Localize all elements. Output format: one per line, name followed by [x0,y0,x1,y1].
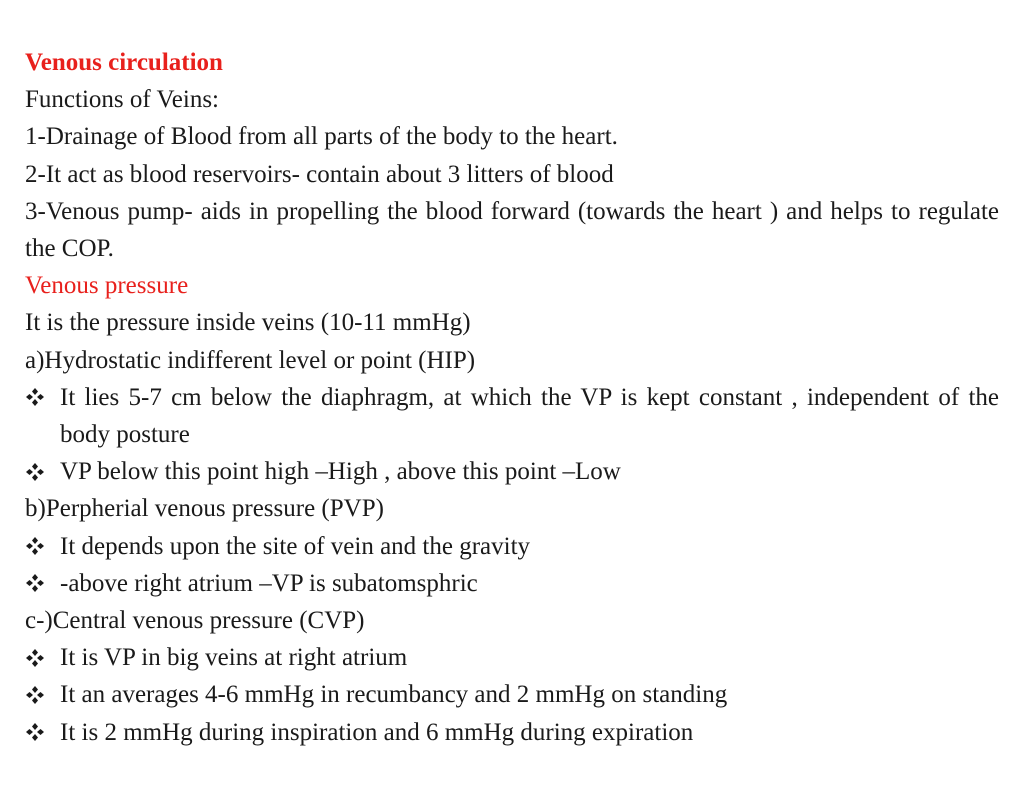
function-item-1: 1-Drainage of Blood from all parts of the body to the heart. [25,123,618,151]
section-heading-cvp: c-)Central venous pressure (CVP) [25,607,365,635]
slide-content [25,44,999,751]
diamond-bullet-icon [25,528,60,565]
function-item-3: 3-Venous pump- aids in propelling the blood forward (towards the heart ) and helps to regulate the COP. [25,197,999,263]
bullet-text: It depends upon the site of vein and the gravity [60,532,531,560]
function-item-2: 2-It act as blood reservoirs- contain about 3 litters of blood [25,160,614,188]
bullet-text: It an averages 4-6 mmHg in recumbancy and 2 mmHg on standing [60,681,728,709]
diamond-bullet-icon [25,639,60,676]
diamond-bullet-icon [25,453,60,490]
diamond-bullet-icon [25,379,60,416]
bullet-item [25,565,999,602]
bullet-item [25,528,999,565]
bullet-item [25,639,999,676]
bullet-text: It is 2 mmHg during inspiration and 6 mmHg during expiration [60,718,694,746]
section-heading-pvp: b)Perpherial venous pressure (PVP) [25,495,384,523]
bullet-item [25,453,999,490]
bullet-text: It lies 5-7 cm below the diaphragm, at which the VP is kept constant , independent of the body posture [60,383,999,449]
bullet-item [25,714,999,751]
diamond-bullet-icon [25,565,60,602]
bullet-text: VP below this point high –High , above this point –Low [60,458,621,486]
slide-title: Venous circulation [25,49,223,76]
venous-pressure-heading: Venous pressure [25,272,189,300]
bullet-item [25,676,999,713]
functions-heading: Functions of Veins: [25,86,219,114]
bullet-text: -above right atrium –VP is subatomsphric [60,569,478,597]
section-heading-hip: a)Hydrostatic indifferent level or point (HIP) [25,346,476,374]
bullet-item [25,379,999,453]
bullet-text: It is VP in big veins at right atrium [60,644,408,672]
diamond-bullet-icon [25,714,60,751]
diamond-bullet-icon [25,676,60,713]
venous-pressure-definition: It is the pressure inside veins (10-11 mmHg) [25,309,471,337]
